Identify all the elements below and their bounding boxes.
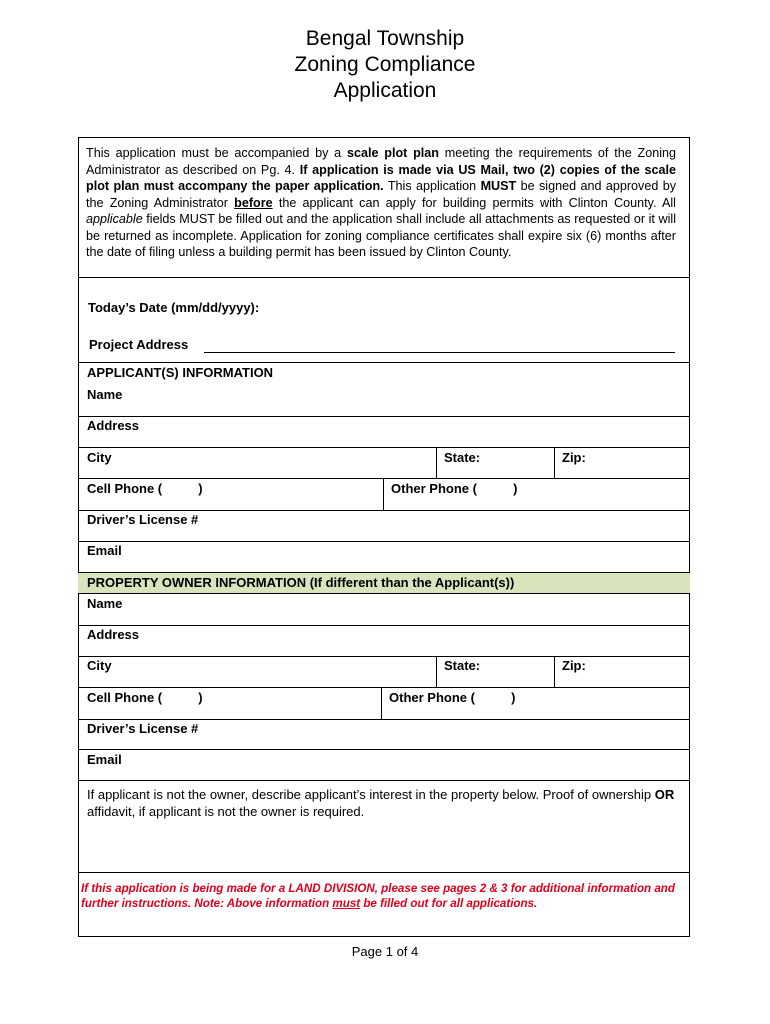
project-address-label: Project Address [89, 337, 189, 352]
title-line-2: Zoning Compliance [294, 53, 476, 76]
date-label: Today’s Date (mm/dd/yyyy): [88, 300, 260, 315]
owner-address-row[interactable] [78, 625, 690, 656]
applicant-email-label: Email [87, 543, 122, 558]
applicant-city-row[interactable] [78, 447, 690, 478]
applicant-address-row[interactable] [78, 416, 690, 447]
owner-city-label: City [87, 658, 112, 673]
owner-state-label: State: [444, 658, 481, 673]
owner-name-label: Name [87, 596, 123, 611]
applicant-address-label: Address [87, 418, 140, 433]
applicant-name-label: Name [87, 387, 123, 402]
intro-paragraph: This application must be accompanied by a scale plot plan meeting the requirements of the Zoning Administrator as described on Pg. 4. If application is made via US Mail, two (2) copies of the scale plot plan must accompany the paper application. This application MUST be signed and approved by the Zoning Administrator before the applicant can apply for building permits with Clinton County. All applicable fields MUST be filled out and the application shall include all attachments as requested or it will be returned as incomplete. Application for zoning compliance certificates shall expire six (6) months after the date of filing unless a building permit has been issued by Clinton County. [86, 146, 677, 259]
owner-heading: PROPERTY OWNER INFORMATION (If different than the Applicant(s)) [87, 575, 515, 590]
owner-cell-phone-label: Cell Phone ( ) [87, 690, 203, 705]
applicant-heading: APPLICANT(S) INFORMATION [87, 365, 274, 380]
divider [436, 447, 437, 478]
divider [383, 478, 384, 510]
owner-other-phone-label: Other Phone ( ) [389, 690, 516, 705]
project-address-field[interactable] [204, 352, 675, 353]
divider [554, 447, 555, 478]
owner-email-label: Email [87, 752, 122, 767]
interest-instructions: If applicant is not the owner, describe applicant’s interest in the property below. Proof of ownership OR affidavit, if applicant is not the owner is required. [87, 787, 675, 819]
owner-email-row[interactable] [78, 749, 690, 780]
owner-license-label: Driver’s License # [87, 721, 199, 736]
divider [554, 656, 555, 687]
owner-city-row[interactable] [78, 656, 690, 687]
page-number: Page 1 of 4 [351, 944, 419, 959]
title-line-3: Application [333, 79, 437, 102]
land-division-warning: If this application is being made for a LAND DIVISION, please see pages 2 & 3 for additional information and further instructions. Note: Above information must be filled out for all applications. [81, 882, 675, 910]
applicant-email-row[interactable] [78, 541, 690, 572]
owner-zip-label: Zip: [562, 658, 586, 673]
divider [436, 656, 437, 687]
applicant-city-label: City [87, 450, 112, 465]
applicant-state-label: State: [444, 450, 481, 465]
applicant-license-label: Driver’s License # [87, 512, 199, 527]
title-line-1: Bengal Township [305, 27, 465, 50]
applicant-cell-phone-label: Cell Phone ( ) [87, 481, 203, 496]
applicant-name-field[interactable] [78, 384, 690, 416]
owner-address-label: Address [87, 627, 140, 642]
divider [381, 687, 382, 719]
applicant-zip-label: Zip: [562, 450, 586, 465]
applicant-other-phone-label: Other Phone ( ) [391, 481, 518, 496]
